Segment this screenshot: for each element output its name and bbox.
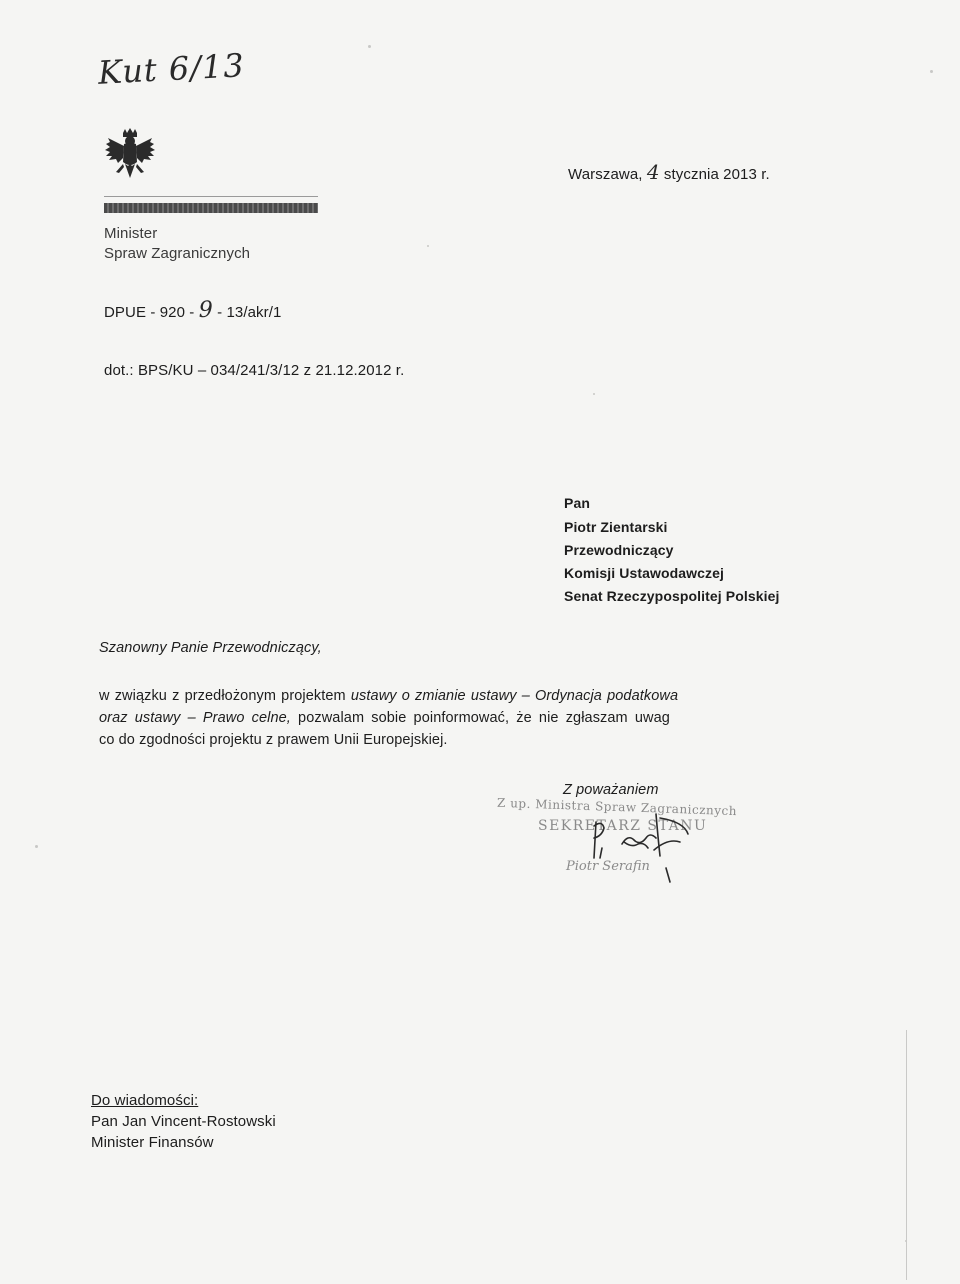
body-line-2 xyxy=(99,710,670,726)
stamp-line-3: Piotr Serafin xyxy=(566,859,650,874)
date-text: stycznia 2013 r. xyxy=(663,166,770,183)
polish-eagle-emblem xyxy=(104,128,156,186)
scan-speck xyxy=(35,845,38,848)
scan-speck xyxy=(368,45,371,48)
body-line-1 xyxy=(99,688,678,704)
place-date xyxy=(568,160,770,184)
sender-line-2: Spraw Zagranicznych xyxy=(104,245,251,262)
body-line-2-plain: pozwalam sobie poinformować, że nie zgłaszam uwag xyxy=(298,710,670,726)
body-line-3: co do zgodności projektu z prawem Unii Europejskiej. xyxy=(99,732,448,748)
cc-line-2: Minister Finansów xyxy=(91,1134,214,1151)
addressee-institution: Senat Rzeczypospolitej Polskiej xyxy=(564,588,780,604)
cc-heading: Do wiadomości: xyxy=(91,1092,199,1109)
header-bar xyxy=(104,203,318,213)
reference-number xyxy=(104,298,281,323)
scan-speck xyxy=(593,393,595,395)
scan-speck xyxy=(930,70,933,73)
addressee-committee: Komisji Ustawodawczej xyxy=(564,565,725,581)
addressee-title: Pan xyxy=(564,495,590,511)
handwritten-day: 4 xyxy=(646,160,660,184)
stamp-line-1: Z up. Ministra Spraw Zagranicznych xyxy=(496,795,738,819)
sender-line-1: Minister xyxy=(104,225,158,242)
scan-speck xyxy=(427,245,429,247)
body-line-1-italic: ustawy o zmianie ustawy – Ordynacja podatkowa xyxy=(350,688,679,704)
stamp-line-2: SEKRETARZ STANU xyxy=(538,818,708,834)
salutation: Szanowny Panie Przewodniczący, xyxy=(99,640,322,656)
body-line-1-plain: w związku z przedłożonym projektem xyxy=(99,688,346,704)
reference-suffix: - 13/akr/1 xyxy=(217,304,282,321)
addressee-position: Przewodniczący xyxy=(564,542,674,558)
body-line-2-italic: oraz ustawy – Prawo celne, xyxy=(99,710,291,726)
header-rule xyxy=(104,196,318,197)
reference-prefix: DPUE - 920 - xyxy=(104,304,195,321)
scan-edge xyxy=(906,1030,907,1280)
handwritten-signature xyxy=(588,808,698,888)
handwritten-reference: Kut 6/13 xyxy=(97,46,246,92)
regarding-line: dot.: BPS/KU – 034/241/3/12 z 21.12.2012 r. xyxy=(104,362,405,379)
closing: Z poważaniem xyxy=(563,782,659,798)
place-text: Warszawa, xyxy=(568,166,643,183)
handwritten-ref-number: 9 xyxy=(198,298,213,323)
cc-line-1: Pan Jan Vincent-Rostowski xyxy=(91,1113,276,1130)
addressee-name: Piotr Zientarski xyxy=(564,519,668,535)
